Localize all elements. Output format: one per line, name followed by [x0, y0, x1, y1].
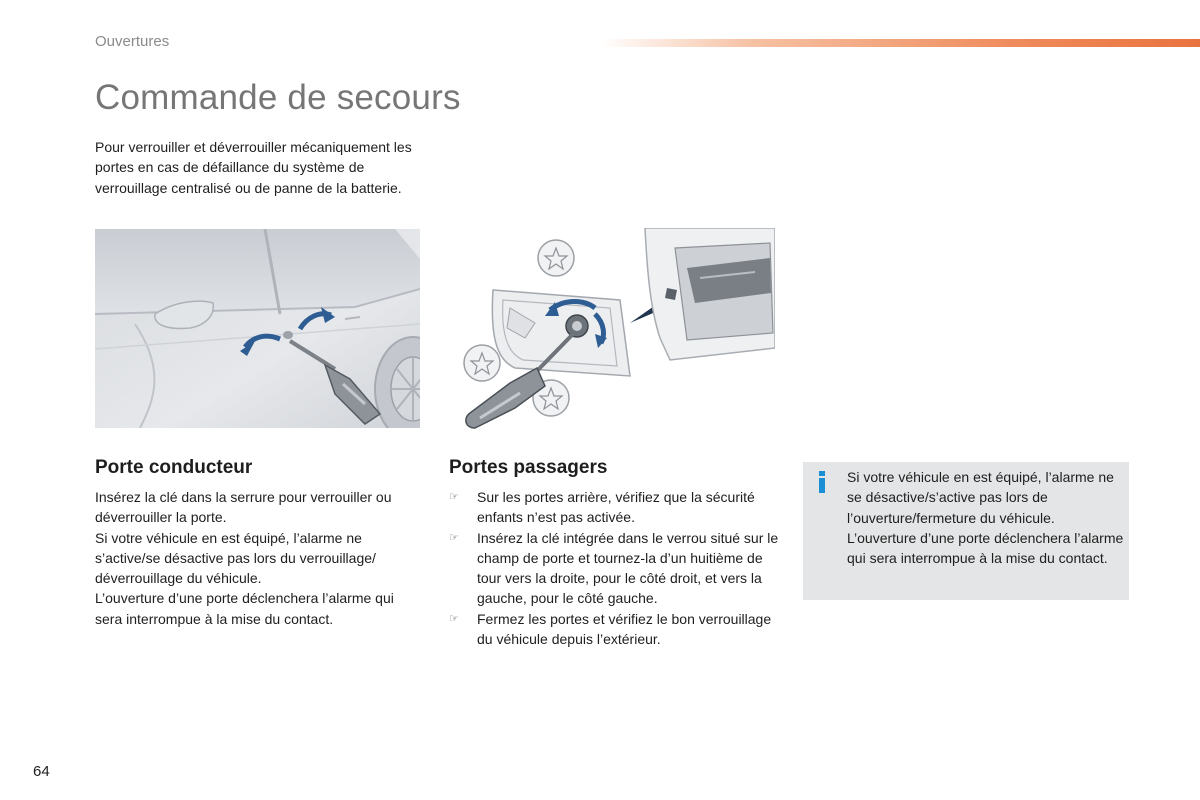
list-item: [449, 528, 779, 609]
page-title: Commande de secours: [95, 78, 461, 117]
list-item-text: Insérez la clé intégrée dans le verrou situé sur le champ de porte et tournez-la d’un huitième de tour vers la droite, pour le côté droit, et vers la gauche, pour le côté gauche.: [477, 529, 779, 607]
heading-driver-door: Porte conducteur: [95, 457, 253, 478]
list-item: [449, 609, 779, 650]
list-item-text: Fermez les portes et vérifiez le bon verrouillage du véhicule depuis l’extérieur.: [477, 610, 772, 648]
heading-passenger-doors: Portes passagers: [449, 457, 608, 478]
intro-paragraph: Pour verrouiller et déverrouiller mécaniquement les portes en cas de défaillance du système de verrouillage centralisé ou de panne de la batterie.: [95, 139, 412, 196]
page-number: 64: [33, 763, 50, 780]
pointer-bullet-icon: ☞: [449, 531, 459, 544]
section-header: Ouvertures: [95, 33, 170, 50]
passenger-door-illustration: [455, 228, 775, 438]
info-box: [803, 462, 1129, 600]
info-text: Si votre véhicule en est équipé, l’alarme ne se désactive/s’active pas lors de l’ouverture/fermeture du véhicule. L’ouverture d’une porte déclenchera l’alarme qui sera interrompue à la mise du contact.: [847, 469, 1124, 567]
list-item: [449, 487, 779, 528]
list-item-text: Sur les portes arrière, vérifiez que la sécurité enfants n’est pas activée.: [477, 489, 755, 526]
driver-text-line: L’ouverture d’une porte déclenchera l’alarme qui sera interrompue à la mise du contact.: [95, 590, 394, 627]
pointer-bullet-icon: ☞: [449, 612, 459, 625]
driver-text-line: Si votre véhicule en est équipé, l’alarme ne s’active/se désactive pas lors du verrouillage/ déverrouillage du véhicule.: [95, 529, 376, 587]
pointer-bullet-icon: ☞: [449, 491, 459, 503]
info-icon: [817, 470, 829, 494]
driver-door-illustration: [95, 229, 420, 428]
driver-text-line: Insérez la clé dans la serrure pour verrouiller ou déverrouiller la porte.: [95, 489, 392, 526]
passenger-steps-list: [449, 487, 779, 649]
header-accent-bar: [600, 39, 1200, 47]
driver-door-text: [95, 487, 415, 629]
